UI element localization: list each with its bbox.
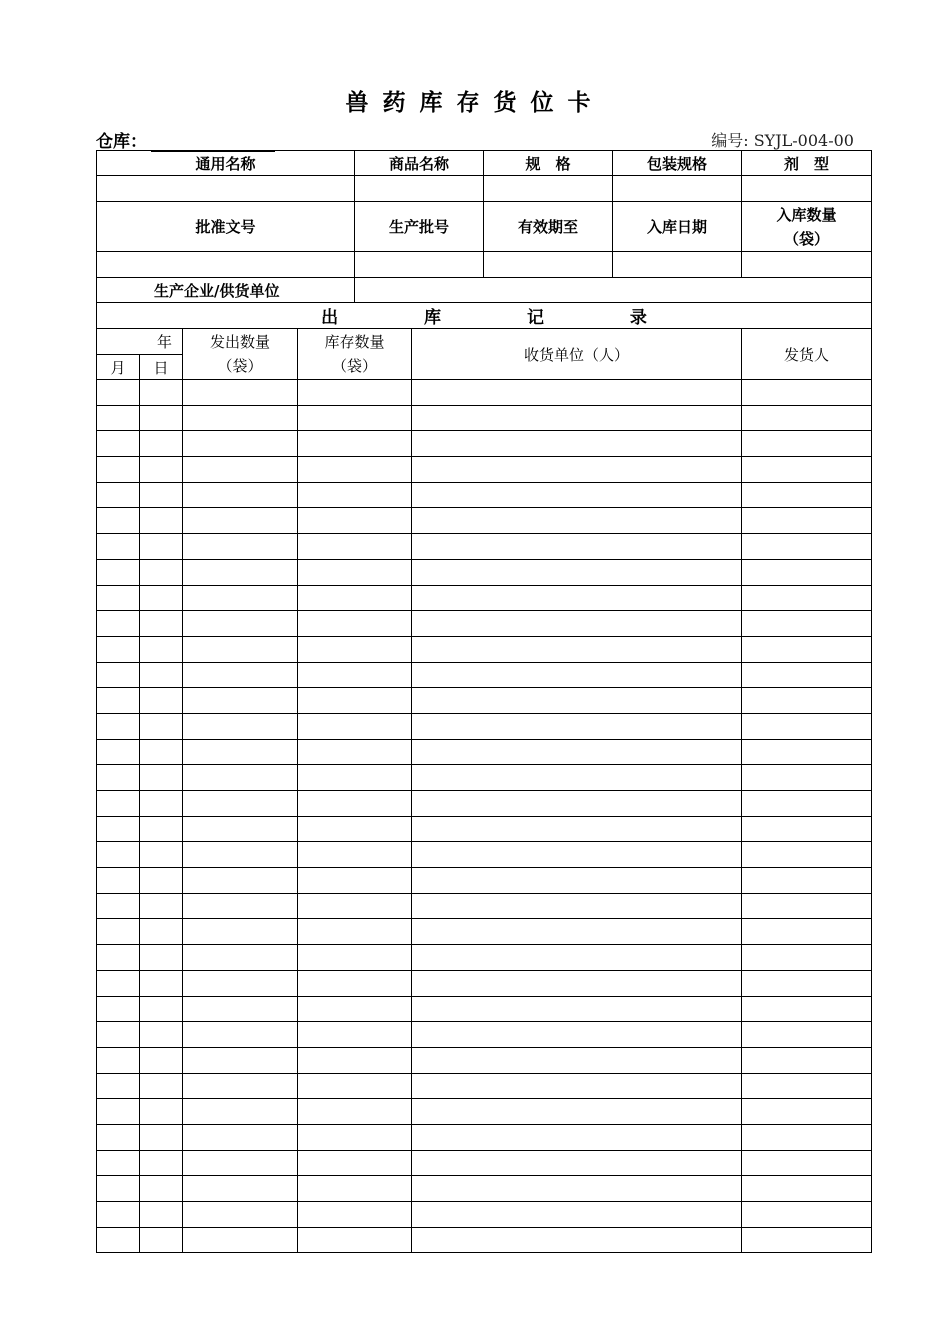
- column-receiver: 收货单位（人）: [412, 329, 742, 380]
- column-month: 月: [97, 355, 140, 380]
- out-section-title: 出 库 记 录: [97, 303, 872, 329]
- record-row: [97, 1124, 872, 1150]
- receiver-cell[interactable]: [412, 1176, 742, 1202]
- stock-qty-cell[interactable]: [298, 919, 412, 945]
- shipper-cell[interactable]: [742, 1124, 872, 1150]
- receiver-cell[interactable]: [412, 1202, 742, 1228]
- shipper-cell[interactable]: [742, 1022, 872, 1048]
- record-row: [97, 1073, 872, 1099]
- header-expiry: 有效期至: [484, 202, 613, 252]
- stock-in-qty-unit: （袋）: [783, 229, 829, 248]
- spec-cell[interactable]: [484, 176, 613, 202]
- stock-qty-cell[interactable]: [298, 996, 412, 1022]
- stock-qty-cell[interactable]: [298, 1047, 412, 1073]
- month-cell[interactable]: [97, 611, 140, 637]
- record-row: [97, 585, 872, 611]
- header-stock-in-qty: [742, 202, 872, 252]
- issued-qty-cell[interactable]: [183, 970, 298, 996]
- receiver-cell[interactable]: [412, 1022, 742, 1048]
- month-cell[interactable]: [97, 842, 140, 868]
- stock-qty-cell[interactable]: [298, 791, 412, 817]
- shipper-cell[interactable]: [742, 868, 872, 894]
- receiver-cell[interactable]: [412, 508, 742, 534]
- record-row: [97, 945, 872, 971]
- day-cell[interactable]: [140, 534, 183, 560]
- shipper-cell[interactable]: [742, 1047, 872, 1073]
- day-cell[interactable]: [140, 1227, 183, 1253]
- shipper-cell[interactable]: [742, 534, 872, 560]
- day-cell[interactable]: [140, 405, 183, 431]
- shipper-cell[interactable]: [742, 636, 872, 662]
- issued-qty-cell[interactable]: [183, 1022, 298, 1048]
- stock-qty-cell[interactable]: [298, 842, 412, 868]
- issued-qty-cell[interactable]: [183, 713, 298, 739]
- issued-qty-cell[interactable]: [183, 405, 298, 431]
- stock-qty-cell[interactable]: [298, 970, 412, 996]
- day-cell[interactable]: [140, 996, 183, 1022]
- batch-no-cell[interactable]: [355, 252, 484, 278]
- day-cell[interactable]: [140, 688, 183, 714]
- stock-qty-cell[interactable]: [298, 816, 412, 842]
- day-cell[interactable]: [140, 1176, 183, 1202]
- stock-qty-cell[interactable]: [298, 380, 412, 406]
- record-row: [97, 996, 872, 1022]
- stock-qty-cell[interactable]: [298, 611, 412, 637]
- month-cell[interactable]: [97, 1073, 140, 1099]
- shipper-cell[interactable]: [742, 431, 872, 457]
- record-row: [97, 1150, 872, 1176]
- issued-qty-cell[interactable]: [183, 636, 298, 662]
- day-cell[interactable]: [140, 1073, 183, 1099]
- day-cell[interactable]: [140, 611, 183, 637]
- issued-qty-cell[interactable]: [183, 482, 298, 508]
- column-issued-qty: [183, 329, 298, 380]
- receiver-cell[interactable]: [412, 405, 742, 431]
- shipper-cell[interactable]: [742, 842, 872, 868]
- shipper-cell[interactable]: [742, 508, 872, 534]
- issued-qty-cell[interactable]: [183, 1202, 298, 1228]
- issued-qty-cell[interactable]: [183, 816, 298, 842]
- issued-qty-cell[interactable]: [183, 688, 298, 714]
- record-row: [97, 559, 872, 585]
- expiry-cell[interactable]: [484, 252, 613, 278]
- month-cell[interactable]: [97, 405, 140, 431]
- record-row: [97, 662, 872, 688]
- header-trade-name: 商品名称: [355, 151, 484, 176]
- stock-qty-cell[interactable]: [298, 945, 412, 971]
- drug-info-table: [96, 150, 872, 329]
- month-cell[interactable]: [97, 1176, 140, 1202]
- stock-qty-cell[interactable]: [298, 1124, 412, 1150]
- receiver-cell[interactable]: [412, 1124, 742, 1150]
- month-cell[interactable]: [97, 636, 140, 662]
- receiver-cell[interactable]: [412, 816, 742, 842]
- stock-qty-cell[interactable]: [298, 482, 412, 508]
- stock-qty-cell[interactable]: [298, 559, 412, 585]
- issued-qty-cell[interactable]: [183, 585, 298, 611]
- issued-qty-cell[interactable]: [183, 739, 298, 765]
- receiver-cell[interactable]: [412, 534, 742, 560]
- month-cell[interactable]: [97, 508, 140, 534]
- stock-qty-cell[interactable]: [298, 405, 412, 431]
- issued-qty-cell[interactable]: [183, 1073, 298, 1099]
- approval-no-cell[interactable]: [97, 252, 355, 278]
- stock-qty-cell[interactable]: [298, 1150, 412, 1176]
- record-row: [97, 919, 872, 945]
- supplier-cell[interactable]: [355, 278, 872, 303]
- month-cell[interactable]: [97, 1202, 140, 1228]
- record-row: [97, 893, 872, 919]
- header-batch-no: 生产批号: [355, 202, 484, 252]
- stock-qty-cell[interactable]: [298, 431, 412, 457]
- month-cell[interactable]: [97, 1099, 140, 1125]
- shipper-cell[interactable]: [742, 482, 872, 508]
- month-cell[interactable]: [97, 816, 140, 842]
- pack-spec-cell[interactable]: [613, 176, 742, 202]
- record-row: [97, 791, 872, 817]
- receiver-cell[interactable]: [412, 1150, 742, 1176]
- column-shipper: 发货人: [742, 329, 872, 380]
- month-cell[interactable]: [97, 919, 140, 945]
- record-row: [97, 765, 872, 791]
- supplier-label: 生产企业/供货单位: [97, 278, 355, 303]
- stock-qty-cell[interactable]: [298, 1073, 412, 1099]
- stock-qty-cell[interactable]: [298, 457, 412, 483]
- receiver-cell[interactable]: [412, 559, 742, 585]
- issued-qty-cell[interactable]: [183, 534, 298, 560]
- day-cell[interactable]: [140, 739, 183, 765]
- record-row: [97, 1022, 872, 1048]
- record-row: [97, 739, 872, 765]
- shipper-cell[interactable]: [742, 585, 872, 611]
- record-row: [97, 1047, 872, 1073]
- record-row: [97, 457, 872, 483]
- receiver-cell[interactable]: [412, 713, 742, 739]
- day-cell[interactable]: [140, 559, 183, 585]
- receiver-cell[interactable]: [412, 688, 742, 714]
- stock-qty-cell[interactable]: [298, 508, 412, 534]
- stock-qty-cell[interactable]: [298, 1202, 412, 1228]
- record-row: [97, 636, 872, 662]
- issued-qty-cell[interactable]: [183, 457, 298, 483]
- month-cell[interactable]: [97, 380, 140, 406]
- header-dosage-form: 剂 型: [742, 151, 872, 176]
- receiver-cell[interactable]: [412, 380, 742, 406]
- record-row: [97, 842, 872, 868]
- column-day: 日: [140, 355, 183, 380]
- month-cell[interactable]: [97, 765, 140, 791]
- receiver-cell[interactable]: [412, 996, 742, 1022]
- stock-in-qty-cell[interactable]: [742, 252, 872, 278]
- shipper-cell[interactable]: [742, 970, 872, 996]
- month-cell[interactable]: [97, 945, 140, 971]
- shipper-cell[interactable]: [742, 380, 872, 406]
- receiver-cell[interactable]: [412, 893, 742, 919]
- day-cell[interactable]: [140, 482, 183, 508]
- warehouse-label: 仓库：: [96, 132, 147, 152]
- day-cell[interactable]: [140, 868, 183, 894]
- column-year: 年: [97, 329, 183, 355]
- month-cell[interactable]: [97, 713, 140, 739]
- shipper-cell[interactable]: [742, 765, 872, 791]
- day-cell[interactable]: [140, 893, 183, 919]
- document-code: 编号: SYJL-004-00: [711, 131, 854, 150]
- header-pack-spec: 包装规格: [613, 151, 742, 176]
- receiver-cell[interactable]: [412, 970, 742, 996]
- issued-qty-cell[interactable]: [183, 893, 298, 919]
- issued-qty-cell[interactable]: [183, 1099, 298, 1125]
- issued-qty-cell[interactable]: [183, 1150, 298, 1176]
- month-cell[interactable]: [97, 1227, 140, 1253]
- day-cell[interactable]: [140, 1124, 183, 1150]
- issued-qty-cell[interactable]: [183, 380, 298, 406]
- stock-qty-cell[interactable]: [298, 1227, 412, 1253]
- header-stock-in-date: 入库日期: [613, 202, 742, 252]
- record-row: [97, 482, 872, 508]
- month-cell[interactable]: [97, 868, 140, 894]
- month-cell[interactable]: [97, 791, 140, 817]
- issued-qty-cell[interactable]: [183, 996, 298, 1022]
- stock-qty-cell[interactable]: [298, 765, 412, 791]
- day-cell[interactable]: [140, 1099, 183, 1125]
- day-cell[interactable]: [140, 1202, 183, 1228]
- receiver-cell[interactable]: [412, 1099, 742, 1125]
- header-spec: 规 格: [484, 151, 613, 176]
- shipper-cell[interactable]: [742, 1202, 872, 1228]
- month-cell[interactable]: [97, 1124, 140, 1150]
- shipper-cell[interactable]: [742, 945, 872, 971]
- receiver-cell[interactable]: [412, 662, 742, 688]
- issued-qty-cell[interactable]: [183, 1124, 298, 1150]
- day-cell[interactable]: [140, 585, 183, 611]
- month-cell[interactable]: [97, 1022, 140, 1048]
- receiver-cell[interactable]: [412, 1073, 742, 1099]
- issued-qty-cell[interactable]: [183, 868, 298, 894]
- month-cell[interactable]: [97, 893, 140, 919]
- month-cell[interactable]: [97, 534, 140, 560]
- month-cell[interactable]: [97, 1150, 140, 1176]
- month-cell[interactable]: [97, 970, 140, 996]
- day-cell[interactable]: [140, 457, 183, 483]
- issued-qty-cell[interactable]: [183, 559, 298, 585]
- shipper-cell[interactable]: [742, 816, 872, 842]
- shipper-cell[interactable]: [742, 405, 872, 431]
- month-cell[interactable]: [97, 482, 140, 508]
- month-cell[interactable]: [97, 688, 140, 714]
- record-row: [97, 816, 872, 842]
- issued-qty-cell[interactable]: [183, 508, 298, 534]
- receiver-cell[interactable]: [412, 791, 742, 817]
- stock-qty-cell[interactable]: [298, 1022, 412, 1048]
- shipper-cell[interactable]: [742, 1150, 872, 1176]
- stock-in-qty-label: 入库数量: [776, 205, 837, 224]
- shipper-cell[interactable]: [742, 688, 872, 714]
- outbound-records-table: [96, 328, 872, 1253]
- month-cell[interactable]: [97, 457, 140, 483]
- day-cell[interactable]: [140, 713, 183, 739]
- record-row: [97, 431, 872, 457]
- stock-qty-cell[interactable]: [298, 585, 412, 611]
- stock-qty-label: 库存数量: [324, 333, 385, 351]
- issued-qty-unit: （袋）: [217, 357, 263, 375]
- warehouse-field: [96, 127, 275, 152]
- issued-qty-cell[interactable]: [183, 611, 298, 637]
- day-cell[interactable]: [140, 431, 183, 457]
- dosage-form-cell[interactable]: [742, 176, 872, 202]
- issued-qty-cell[interactable]: [183, 1176, 298, 1202]
- column-stock-qty: [298, 329, 412, 380]
- issued-qty-cell[interactable]: [183, 919, 298, 945]
- day-cell[interactable]: [140, 508, 183, 534]
- day-cell[interactable]: [140, 662, 183, 688]
- stock-qty-cell[interactable]: [298, 868, 412, 894]
- day-cell[interactable]: [140, 919, 183, 945]
- receiver-cell[interactable]: [412, 482, 742, 508]
- issued-qty-label: 发出数量: [210, 333, 271, 351]
- record-row: [97, 1099, 872, 1125]
- month-cell[interactable]: [97, 739, 140, 765]
- receiver-cell[interactable]: [412, 431, 742, 457]
- shipper-cell[interactable]: [742, 1176, 872, 1202]
- receiver-cell[interactable]: [412, 636, 742, 662]
- day-cell[interactable]: [140, 842, 183, 868]
- stock-qty-cell[interactable]: [298, 1099, 412, 1125]
- record-row: [97, 713, 872, 739]
- month-cell[interactable]: [97, 996, 140, 1022]
- issued-qty-cell[interactable]: [183, 1227, 298, 1253]
- day-cell[interactable]: [140, 1150, 183, 1176]
- stock-qty-cell[interactable]: [298, 1176, 412, 1202]
- stock-qty-cell[interactable]: [298, 893, 412, 919]
- stock-qty-cell[interactable]: [298, 713, 412, 739]
- receiver-cell[interactable]: [412, 585, 742, 611]
- shipper-cell[interactable]: [742, 559, 872, 585]
- stock-qty-cell[interactable]: [298, 636, 412, 662]
- receiver-cell[interactable]: [412, 1047, 742, 1073]
- day-cell[interactable]: [140, 816, 183, 842]
- generic-name-cell[interactable]: [97, 176, 355, 202]
- record-row: [97, 405, 872, 431]
- shipper-cell[interactable]: [742, 1227, 872, 1253]
- shipper-cell[interactable]: [742, 1099, 872, 1125]
- month-cell[interactable]: [97, 1047, 140, 1073]
- record-row: [97, 508, 872, 534]
- shipper-cell[interactable]: [742, 791, 872, 817]
- receiver-cell[interactable]: [412, 945, 742, 971]
- day-cell[interactable]: [140, 636, 183, 662]
- issued-qty-cell[interactable]: [183, 662, 298, 688]
- receiver-cell[interactable]: [412, 457, 742, 483]
- receiver-cell[interactable]: [412, 1227, 742, 1253]
- shipper-cell[interactable]: [742, 662, 872, 688]
- shipper-cell[interactable]: [742, 713, 872, 739]
- receiver-cell[interactable]: [412, 611, 742, 637]
- receiver-cell[interactable]: [412, 919, 742, 945]
- header-approval-no: 批准文号: [97, 202, 355, 252]
- issued-qty-cell[interactable]: [183, 431, 298, 457]
- shipper-cell[interactable]: [742, 739, 872, 765]
- day-cell[interactable]: [140, 970, 183, 996]
- issued-qty-cell[interactable]: [183, 842, 298, 868]
- record-row: [97, 1176, 872, 1202]
- day-cell[interactable]: [140, 765, 183, 791]
- header-generic-name: 通用名称: [97, 151, 355, 176]
- shipper-cell[interactable]: [742, 919, 872, 945]
- record-row: [97, 868, 872, 894]
- receiver-cell[interactable]: [412, 868, 742, 894]
- receiver-cell[interactable]: [412, 842, 742, 868]
- month-cell[interactable]: [97, 559, 140, 585]
- stock-in-date-cell[interactable]: [613, 252, 742, 278]
- issued-qty-cell[interactable]: [183, 1047, 298, 1073]
- month-cell[interactable]: [97, 585, 140, 611]
- record-row: [97, 970, 872, 996]
- stock-qty-cell[interactable]: [298, 662, 412, 688]
- month-cell[interactable]: [97, 431, 140, 457]
- issued-qty-cell[interactable]: [183, 765, 298, 791]
- stock-qty-cell[interactable]: [298, 739, 412, 765]
- day-cell[interactable]: [140, 380, 183, 406]
- stock-qty-unit: （袋）: [332, 357, 378, 375]
- receiver-cell[interactable]: [412, 765, 742, 791]
- shipper-cell[interactable]: [742, 1073, 872, 1099]
- issued-qty-cell[interactable]: [183, 791, 298, 817]
- shipper-cell[interactable]: [742, 611, 872, 637]
- day-cell[interactable]: [140, 945, 183, 971]
- record-row: [97, 1202, 872, 1228]
- stock-qty-cell[interactable]: [298, 534, 412, 560]
- shipper-cell[interactable]: [742, 893, 872, 919]
- record-row: [97, 1227, 872, 1253]
- issued-qty-cell[interactable]: [183, 945, 298, 971]
- month-cell[interactable]: [97, 662, 140, 688]
- shipper-cell[interactable]: [742, 457, 872, 483]
- day-cell[interactable]: [140, 1047, 183, 1073]
- record-row: [97, 688, 872, 714]
- receiver-cell[interactable]: [412, 739, 742, 765]
- record-row: [97, 611, 872, 637]
- record-row: [97, 380, 872, 406]
- trade-name-cell[interactable]: [355, 176, 484, 202]
- page-title: 兽药库存货位卡: [345, 90, 605, 116]
- day-cell[interactable]: [140, 1022, 183, 1048]
- shipper-cell[interactable]: [742, 996, 872, 1022]
- stock-qty-cell[interactable]: [298, 688, 412, 714]
- day-cell[interactable]: [140, 791, 183, 817]
- record-row: [97, 534, 872, 560]
